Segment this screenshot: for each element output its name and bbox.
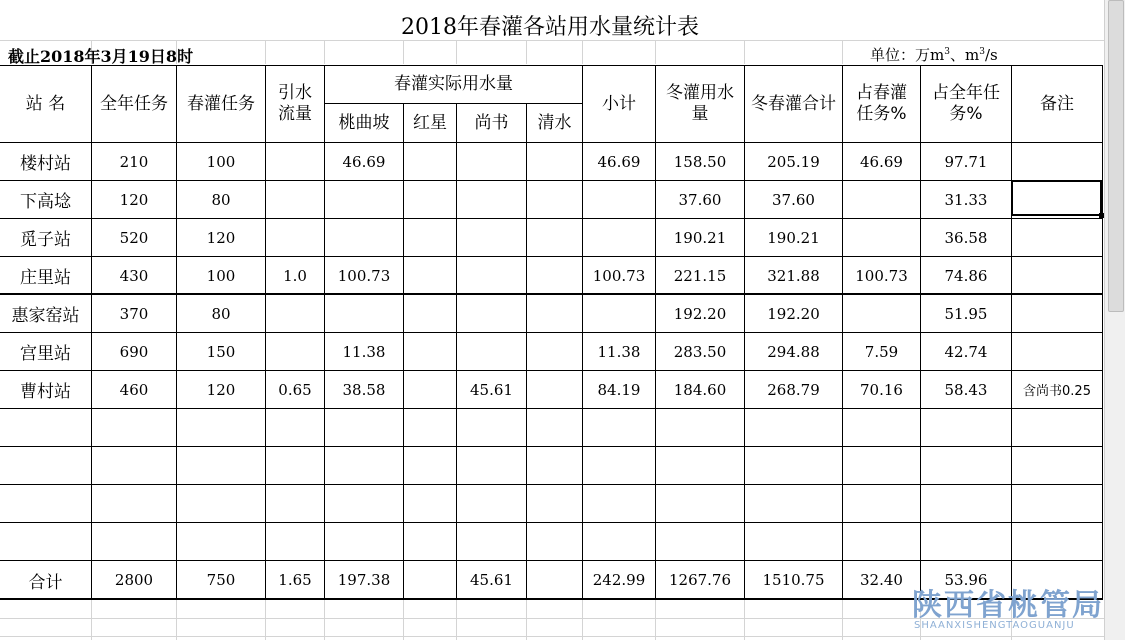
shangshu-cell[interactable] — [457, 143, 526, 180]
shangshu-cell[interactable] — [457, 219, 526, 256]
shangshu-cell[interactable] — [457, 295, 526, 332]
winter-cell[interactable]: 192.20 — [673, 304, 727, 323]
hongxing-cell[interactable] — [404, 295, 456, 332]
total-cell[interactable]: 205.19 — [767, 152, 820, 171]
remarks-cell[interactable]: 含尚书0.25 — [1023, 384, 1091, 399]
winter-cell[interactable]: 190.21 — [673, 228, 727, 247]
hongxing-cell[interactable] — [404, 371, 456, 408]
shangshu-total[interactable]: 45.61 — [470, 571, 513, 589]
grand-total[interactable]: 1510.75 — [762, 571, 825, 589]
pct-annual-cell[interactable]: 74.86 — [944, 266, 988, 285]
watermark-logo: 陕西省桃管局 — [912, 588, 1104, 623]
pct-annual-cell[interactable]: 51.95 — [944, 304, 988, 323]
hongxing-total[interactable] — [404, 561, 456, 599]
unit-label: 单位：万$m^3$、$m^3/s$ — [870, 46, 998, 64]
hongxing-cell[interactable] — [404, 257, 456, 294]
station-name[interactable]: 惠家窑站 — [11, 306, 80, 326]
spring-task-cell[interactable]: 150 — [206, 342, 236, 361]
spring-task-cell[interactable]: 120 — [206, 228, 236, 247]
total-cell[interactable]: 294.88 — [767, 342, 820, 361]
pct-annual-cell[interactable]: 58.43 — [944, 380, 988, 399]
pct-spring-cell[interactable] — [843, 181, 920, 218]
spring-task-cell[interactable]: 100 — [206, 266, 236, 285]
scrollbar-thumb[interactable] — [1108, 0, 1124, 312]
qingshui-total[interactable] — [527, 561, 582, 599]
taoqupo-cell[interactable] — [325, 295, 403, 332]
hongxing-cell[interactable] — [404, 181, 456, 218]
winter-cell[interactable]: 184.60 — [673, 380, 727, 399]
pct-annual-cell[interactable]: 42.74 — [944, 342, 988, 361]
annual-task-cell[interactable]: 520 — [119, 228, 149, 247]
remarks-cell[interactable] — [1012, 295, 1102, 332]
station-name[interactable]: 觅子站 — [20, 230, 71, 250]
header-actual-group: 春灌实际用水量 — [394, 74, 513, 94]
header-annual-task: 全年任务 — [100, 93, 168, 114]
header-intake-flow: 引水流量 — [278, 83, 312, 124]
remarks-cell[interactable] — [1012, 333, 1102, 370]
sheet-title: 2018年春灌各站用水量统计表 — [401, 15, 699, 40]
pct-annual-total[interactable]: 53.96 — [944, 571, 988, 589]
annual-task-cell[interactable]: 370 — [119, 304, 149, 323]
total-cell[interactable]: 190.21 — [767, 228, 820, 247]
remarks-cell[interactable] — [1012, 143, 1102, 180]
intake-flow-cell[interactable] — [266, 219, 324, 256]
header-taoqupo: 桃曲坡 — [338, 112, 390, 133]
intake-flow-cell[interactable] — [266, 181, 324, 218]
taoqupo-cell[interactable]: 100.73 — [337, 266, 391, 285]
pct-annual-cell[interactable]: 31.33 — [944, 190, 988, 209]
total-label[interactable]: 合计 — [28, 572, 63, 593]
station-name[interactable]: 庄里站 — [20, 268, 71, 288]
header-pct-annual: 占全年任务% — [932, 83, 1000, 124]
subtotal-cell[interactable] — [583, 219, 655, 256]
annual-task-total[interactable]: 2800 — [114, 571, 154, 589]
spring-task-cell[interactable]: 100 — [206, 152, 236, 171]
active-cell-selection[interactable] — [1011, 180, 1102, 216]
pct-spring-cell[interactable] — [843, 219, 920, 256]
intake-flow-cell[interactable] — [266, 295, 324, 332]
total-cell[interactable]: 37.60 — [772, 190, 815, 209]
annual-task-cell[interactable]: 210 — [119, 152, 149, 171]
qingshui-cell[interactable] — [527, 333, 582, 370]
pct-spring-total[interactable]: 32.40 — [860, 571, 903, 589]
as-of-date: 截止2018年3月19日8时 — [8, 47, 194, 66]
shangshu-cell[interactable] — [457, 257, 526, 294]
header-winter-spring-total: 冬春灌合计 — [751, 93, 836, 114]
spring-task-cell[interactable]: 80 — [211, 190, 231, 209]
pct-spring-cell[interactable]: 46.69 — [860, 152, 903, 171]
winter-cell[interactable]: 221.15 — [673, 266, 727, 285]
subtotal-cell[interactable]: 11.38 — [597, 342, 641, 361]
total-cell[interactable]: 321.88 — [767, 266, 820, 285]
watermark-subtitle: SHAANXISHENGTAOGUANJU — [914, 620, 1075, 631]
taoqupo-cell[interactable]: 11.38 — [342, 342, 386, 361]
remarks-cell[interactable] — [1012, 257, 1102, 294]
header-hongxing: 红星 — [413, 112, 447, 133]
header-shangshu: 尚书 — [474, 112, 509, 133]
station-name[interactable]: 曹村站 — [20, 382, 71, 402]
qingshui-cell[interactable] — [527, 181, 582, 218]
intake-flow-cell[interactable]: 0.65 — [278, 380, 312, 399]
subtotal-cell[interactable]: 46.69 — [597, 152, 641, 171]
winter-total[interactable]: 1267.76 — [668, 571, 732, 589]
annual-task-cell[interactable]: 690 — [119, 342, 149, 361]
shangshu-cell[interactable] — [457, 181, 526, 218]
header-subtotal: 小计 — [602, 93, 636, 114]
hongxing-cell[interactable] — [404, 143, 456, 180]
spring-task-cell[interactable]: 80 — [211, 304, 231, 323]
pct-annual-cell[interactable]: 97.71 — [944, 152, 988, 171]
pct-spring-cell[interactable]: 7.59 — [864, 342, 899, 361]
qingshui-cell[interactable] — [527, 219, 582, 256]
qingshui-cell[interactable] — [527, 143, 582, 180]
qingshui-cell[interactable] — [527, 295, 582, 332]
annual-task-cell[interactable]: 430 — [119, 266, 149, 285]
spring-task-total[interactable]: 750 — [206, 571, 236, 589]
taoqupo-cell[interactable] — [325, 219, 403, 256]
subtotal-cell[interactable]: 84.19 — [597, 380, 641, 399]
intake-flow-cell[interactable]: 1.0 — [283, 266, 307, 285]
intake-flow-cell[interactable] — [266, 333, 324, 370]
shangshu-cell[interactable]: 45.61 — [470, 380, 513, 399]
subtotal-cell[interactable]: 100.73 — [592, 266, 646, 285]
annual-task-cell[interactable]: 120 — [119, 190, 149, 209]
header-station: 站 名 — [25, 93, 66, 114]
winter-cell[interactable]: 37.60 — [678, 190, 722, 209]
header-remarks: 备注 — [1040, 93, 1074, 114]
qingshui-cell[interactable] — [527, 371, 582, 408]
subtotal-total[interactable]: 242.99 — [592, 571, 646, 589]
intake-flow-total[interactable]: 1.65 — [278, 571, 312, 589]
hongxing-cell[interactable] — [404, 333, 456, 370]
taoqupo-total[interactable]: 197.38 — [337, 571, 391, 589]
total-cell[interactable]: 268.79 — [767, 380, 820, 399]
header-qingshui: 清水 — [537, 112, 572, 133]
qingshui-cell[interactable] — [527, 257, 582, 294]
header-spring-task: 春灌任务 — [187, 93, 255, 114]
header-winter: 冬灌用水量 — [666, 83, 734, 124]
taoqupo-cell[interactable]: 38.58 — [342, 380, 386, 399]
subtotal-cell[interactable] — [583, 181, 655, 218]
pct-annual-cell[interactable]: 36.58 — [944, 228, 988, 247]
remarks-cell[interactable] — [1012, 219, 1102, 256]
taoqupo-cell[interactable]: 46.69 — [342, 152, 386, 171]
pct-spring-cell[interactable]: 70.16 — [860, 380, 903, 399]
subtotal-cell[interactable] — [583, 295, 655, 332]
intake-flow-cell[interactable] — [266, 143, 324, 180]
station-name[interactable]: 宫里站 — [20, 344, 71, 364]
taoqupo-cell[interactable] — [325, 181, 403, 218]
winter-cell[interactable]: 158.50 — [673, 152, 727, 171]
header-pct-spring: 占春灌任务% — [856, 83, 907, 124]
hongxing-cell[interactable] — [404, 219, 456, 256]
station-name[interactable]: 楼村站 — [20, 154, 71, 174]
total-cell[interactable]: 192.20 — [767, 304, 820, 323]
winter-cell[interactable]: 283.50 — [673, 342, 727, 361]
spring-task-cell[interactable]: 120 — [206, 380, 236, 399]
shangshu-cell[interactable] — [457, 333, 526, 370]
annual-task-cell[interactable]: 460 — [119, 380, 149, 399]
station-name[interactable]: 下高埝 — [20, 192, 71, 212]
pct-spring-cell[interactable] — [843, 295, 920, 332]
pct-spring-cell[interactable]: 100.73 — [855, 266, 908, 285]
